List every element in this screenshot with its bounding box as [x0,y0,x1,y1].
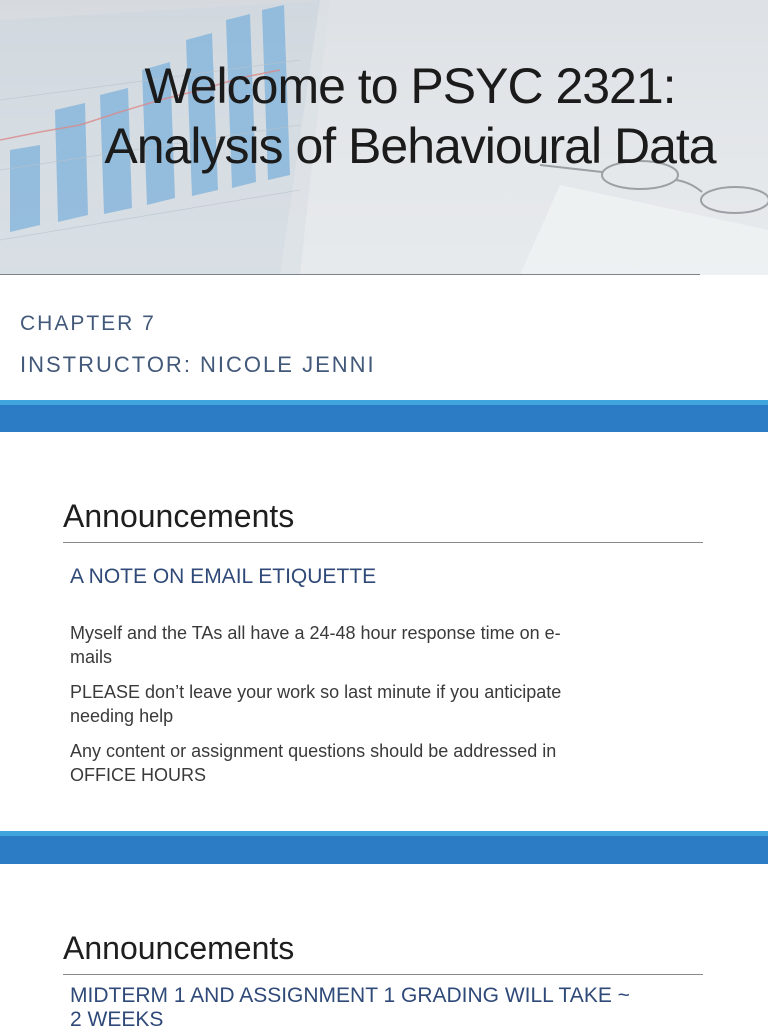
slide-title: Welcome to PSYC 2321: Analysis of Behavioural Data [104,58,716,174]
slide-heading: Announcements [63,498,295,534]
title-slide-background [0,0,768,275]
heading-divider [63,542,703,543]
heading-divider [63,974,703,975]
list-item: Myself and the TAs all have a 24-48 hour response time on e-mails [70,623,561,667]
title-divider [0,274,700,275]
list-item: PLEASE don’t leave your work so last minute if you anticipate needing help [70,682,562,726]
list-item: Any content or assignment questions should be addressed in OFFICE HOURS [70,741,557,785]
chapter-label: CHAPTER 7 [20,312,156,335]
slide-subheading: A NOTE ON EMAIL ETIQUETTE [70,565,377,588]
slide-separator [0,836,768,864]
announcement-list [70,621,590,798]
slide-subheading: MIDTERM 1 AND ASSIGNMENT 1 GRADING WILL TAKE ~ 2 WEEKS [70,984,630,1031]
slide-separator [0,405,768,432]
slide-heading: Announcements [63,930,295,966]
instructor-label: INSTRUCTOR: NICOLE JENNI [20,352,376,377]
